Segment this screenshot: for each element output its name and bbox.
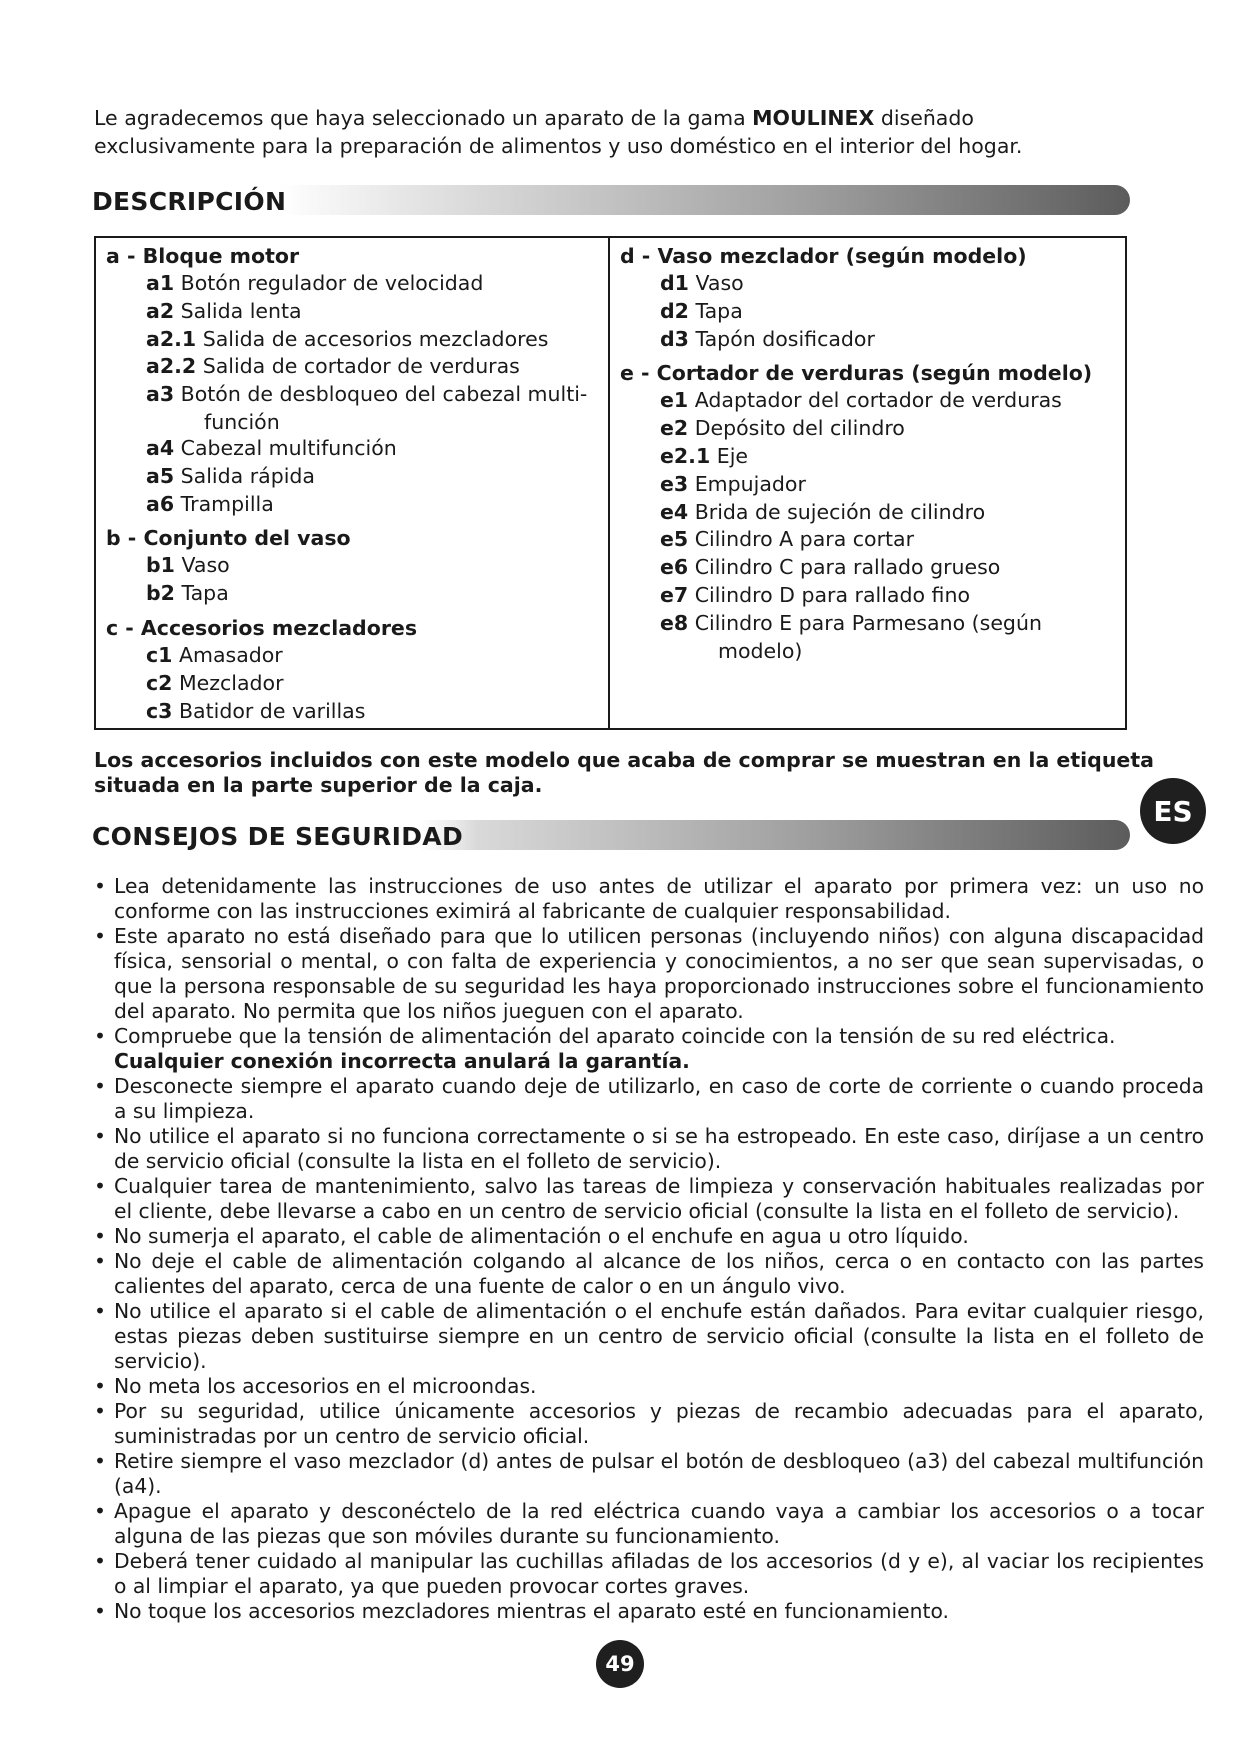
item-text: Trampilla: [180, 491, 274, 516]
description-item: [106, 326, 598, 354]
item-code: a3: [146, 382, 175, 407]
item-text-continued: modelo): [718, 638, 803, 663]
safety-text: No meta los accesorios en el microondas.: [114, 1374, 537, 1398]
item-code: c2: [146, 670, 173, 695]
description-item: [620, 526, 1115, 554]
intro-text-before: Le agradecemos que haya seleccionado un aparato de la gama: [94, 106, 753, 130]
safety-item: [94, 874, 1204, 924]
item-code: e2.1: [660, 443, 711, 468]
safety-text: Apague el aparato y desconéctelo de la red eléctrica cuando vaya a cambiar los accesorios o a tocar alguna de las piezas que son móviles durante su funcionamiento.: [114, 1499, 1204, 1548]
description-item: [620, 582, 1115, 610]
item-text: Cilindro C para rallado grueso: [694, 555, 1001, 580]
page-number: 49: [596, 1640, 644, 1688]
intro-paragraph: [94, 104, 1134, 160]
safety-text: Cualquier tarea de mantenimiento, salvo las tareas de limpieza y conservación habituales realizadas por el cliente, debe llevarse a cabo en un centro de servicio oficial (consulte la lista en el folleto de servicio).: [114, 1174, 1204, 1223]
description-item: [106, 580, 598, 608]
item-code: a2.2: [146, 354, 197, 379]
safety-text: No toque los accesorios mezcladores mientras el aparato esté en funcionamiento.: [114, 1599, 949, 1623]
description-item: [106, 381, 598, 435]
item-code: e5: [660, 527, 689, 552]
bullet-icon: •: [94, 1074, 106, 1098]
item-code: a2: [146, 298, 175, 323]
description-item: [106, 270, 598, 298]
item-text: Empujador: [694, 471, 806, 496]
item-code: b2: [146, 581, 175, 606]
safety-item: [94, 1599, 1204, 1624]
description-table: [94, 236, 1127, 730]
safety-item: [94, 1024, 1204, 1074]
description-item: [106, 642, 598, 670]
description-item: [620, 387, 1115, 415]
item-text: Vaso: [695, 271, 744, 295]
safety-item: [94, 1499, 1204, 1549]
item-code: e4: [660, 499, 689, 524]
item-code: a2.1: [146, 326, 197, 351]
item-text: Cilindro E para Parmesano (según: [694, 610, 1042, 635]
safety-item: [94, 1374, 1204, 1399]
safety-item: [94, 1124, 1204, 1174]
item-code: c3: [146, 698, 173, 723]
bullet-icon: •: [94, 1174, 106, 1198]
description-item: [620, 554, 1115, 582]
description-right-column: [610, 238, 1125, 728]
safety-item: [94, 1549, 1204, 1599]
item-text: Brida de sujeción de cilindro: [694, 499, 986, 524]
description-group: [620, 359, 1115, 663]
bullet-icon: •: [94, 1024, 106, 1048]
description-item: [106, 491, 598, 519]
safety-text: Deberá tener cuidado al manipular las cuchillas afiladas de los accesorios (d y e), al vaciar los recipientes o al limpiar el aparato, ya que pueden provocar cortes graves.: [114, 1549, 1204, 1598]
description-item: [620, 471, 1115, 499]
group-title: e - Cortador de verduras (según modelo): [620, 361, 1093, 386]
safety-text: Este aparato no está diseñado para que lo utilicen personas (incluyendo niños) con alguna discapacidad física, sensorial o mental, o con falta de experiencia y conocimientos, a no ser que sean supervisadas, o que la persona responsable de su seguridad les haya proporcionado instrucciones sobre el funcionamiento del aparato. No permita que los niños jueguen con el aparato.: [114, 924, 1204, 1023]
safety-item: [94, 1074, 1204, 1124]
bullet-icon: •: [94, 924, 106, 948]
safety-warning: Cualquier conexión incorrecta anulará la garantía.: [114, 1049, 690, 1073]
description-item: [620, 610, 1115, 664]
safety-list: [94, 874, 1204, 1624]
item-code: a4: [146, 435, 175, 460]
safety-text: No utilice el aparato si no funciona correctamente o si se ha estropeado. En este caso, diríjase a un centro de servicio oficial (consulte la lista en el folleto de servicio).: [114, 1124, 1204, 1173]
description-item: [620, 443, 1115, 471]
bullet-icon: •: [94, 1374, 106, 1398]
description-title: DESCRIPCIÓN: [92, 185, 300, 219]
group-title: c - Accesorios mezcladores: [106, 615, 418, 640]
item-text: Adaptador del cortador de verduras: [694, 388, 1062, 413]
safety-item: [94, 1399, 1204, 1449]
item-text: Cabezal multifunción: [180, 435, 397, 460]
item-text: Depósito del cilindro: [694, 416, 905, 441]
description-item: [106, 353, 598, 381]
item-code: a5: [146, 463, 175, 488]
description-item: [620, 415, 1115, 443]
group-title: a - Bloque motor: [106, 244, 300, 268]
group-title: b - Conjunto del vaso: [106, 526, 351, 551]
item-text: Salida lenta: [180, 298, 302, 323]
item-code: e8: [660, 610, 689, 635]
safety-item: [94, 1449, 1204, 1499]
item-text: Mezclador: [178, 670, 284, 695]
bullet-icon: •: [94, 1549, 106, 1573]
safety-text: No sumerja el aparato, el cable de alimentación o el enchufe en agua u otro líquido.: [114, 1224, 969, 1248]
item-text: Tapón dosificador: [695, 326, 875, 351]
safety-header: [92, 818, 1130, 854]
bullet-icon: •: [94, 874, 106, 898]
safety-text: Desconecte siempre el aparato cuando deje de utilizarlo, en caso de corte de corriente o cuando proceda a su limpieza.: [114, 1074, 1204, 1123]
item-text: Eje: [716, 443, 749, 468]
description-item: [106, 463, 598, 491]
description-item: [106, 670, 598, 698]
item-code: e1: [660, 388, 689, 413]
description-item: [620, 298, 1115, 326]
item-code: d3: [660, 326, 689, 351]
description-item: [106, 435, 598, 463]
language-badge: ES: [1140, 778, 1206, 844]
item-code: a1: [146, 271, 175, 295]
bullet-icon: •: [94, 1399, 106, 1423]
bullet-icon: •: [94, 1599, 106, 1623]
item-text: Amasador: [178, 642, 283, 667]
item-text: Botón regulador de velocidad: [180, 271, 484, 295]
bullet-icon: •: [94, 1224, 106, 1248]
brand-name: MOULINEX: [752, 106, 875, 130]
item-code: a6: [146, 491, 175, 516]
bullet-icon: •: [94, 1249, 106, 1273]
item-text: Cilindro D para rallado fino: [694, 582, 970, 607]
safety-item: [94, 1249, 1204, 1299]
item-code: e3: [660, 471, 689, 496]
item-code: e6: [660, 555, 689, 580]
safety-text: Por su seguridad, utilice únicamente accesorios y piezas de recambio adecuadas para el aparato, suministradas por un centro de servicio oficial.: [114, 1399, 1204, 1448]
intro-text-after: diseñado exclusivamente para la preparación de alimentos y uso doméstico en el interior del hogar.: [94, 106, 1023, 158]
item-code: e7: [660, 582, 689, 607]
bullet-icon: •: [94, 1499, 106, 1523]
description-item: [106, 298, 598, 326]
safety-text: No utilice el aparato si el cable de alimentación o el enchufe están dañados. Para evitar cualquier riesgo, estas piezas deben sustituirse siempre en un centro de servicio oficial (consulte la lista en el folleto de servicio).: [114, 1299, 1204, 1373]
item-text: Botón de desbloqueo del cabezal multi-: [180, 382, 588, 407]
safety-item: [94, 1174, 1204, 1224]
safety-item: [94, 924, 1204, 1024]
item-code: d2: [660, 298, 689, 323]
item-text: Batidor de varillas: [178, 698, 366, 723]
safety-text: Lea detenidamente las instrucciones de uso antes de utilizar el aparato por primera vez: un uso no conforme con las instrucciones eximirá al fabricante de cualquier responsabilidad.: [114, 874, 1204, 923]
item-code: b1: [146, 553, 175, 578]
item-text: Vaso: [181, 553, 230, 578]
item-text: Tapa: [181, 581, 229, 606]
item-text: Cilindro A para cortar: [694, 527, 915, 552]
bullet-icon: •: [94, 1124, 106, 1148]
group-title: d - Vaso mezclador (según modelo): [620, 244, 1027, 268]
safety-item: [94, 1299, 1204, 1374]
safety-text: No deje el cable de alimentación colgando al alcance de los niños, cerca o en contacto con las partes calientes del aparato, cerca de una fuente de calor o en un ángulo vivo.: [114, 1249, 1204, 1298]
item-code: e2: [660, 416, 689, 441]
description-left-column: [96, 238, 610, 728]
safety-item: [94, 1224, 1204, 1249]
description-item: [620, 499, 1115, 527]
description-item: [620, 270, 1115, 298]
description-group: [106, 524, 598, 608]
accessories-note: Los accesorios incluidos con este modelo que acaba de comprar se muestran en la etiqueta situada en la parte superior de la caja.: [94, 748, 1154, 797]
bullet-icon: •: [94, 1299, 106, 1323]
safety-title: CONSEJOS DE SEGURIDAD: [92, 820, 477, 854]
item-text-continued: función: [204, 409, 280, 434]
safety-text: Compruebe que la tensión de alimentación del aparato coincide con la tensión de su red eléctrica.: [114, 1024, 1116, 1048]
description-item: [620, 326, 1115, 354]
description-item: [106, 552, 598, 580]
item-code: c1: [146, 642, 173, 667]
safety-text: Retire siempre el vaso mezclador (d) antes de pulsar el botón de desbloqueo (a3) del cabezal multifunción (a4).: [114, 1449, 1204, 1498]
description-header: [92, 183, 1130, 219]
description-group: [620, 242, 1115, 353]
description-group: [106, 242, 598, 518]
item-text: Salida de cortador de verduras: [202, 354, 520, 379]
item-text: Salida de accesorios mezcladores: [202, 326, 549, 351]
item-text: Tapa: [695, 298, 743, 323]
description-group: [106, 614, 598, 725]
item-code: d1: [660, 271, 689, 295]
bullet-icon: •: [94, 1449, 106, 1473]
item-text: Salida rápida: [180, 463, 315, 488]
description-item: [106, 698, 598, 726]
